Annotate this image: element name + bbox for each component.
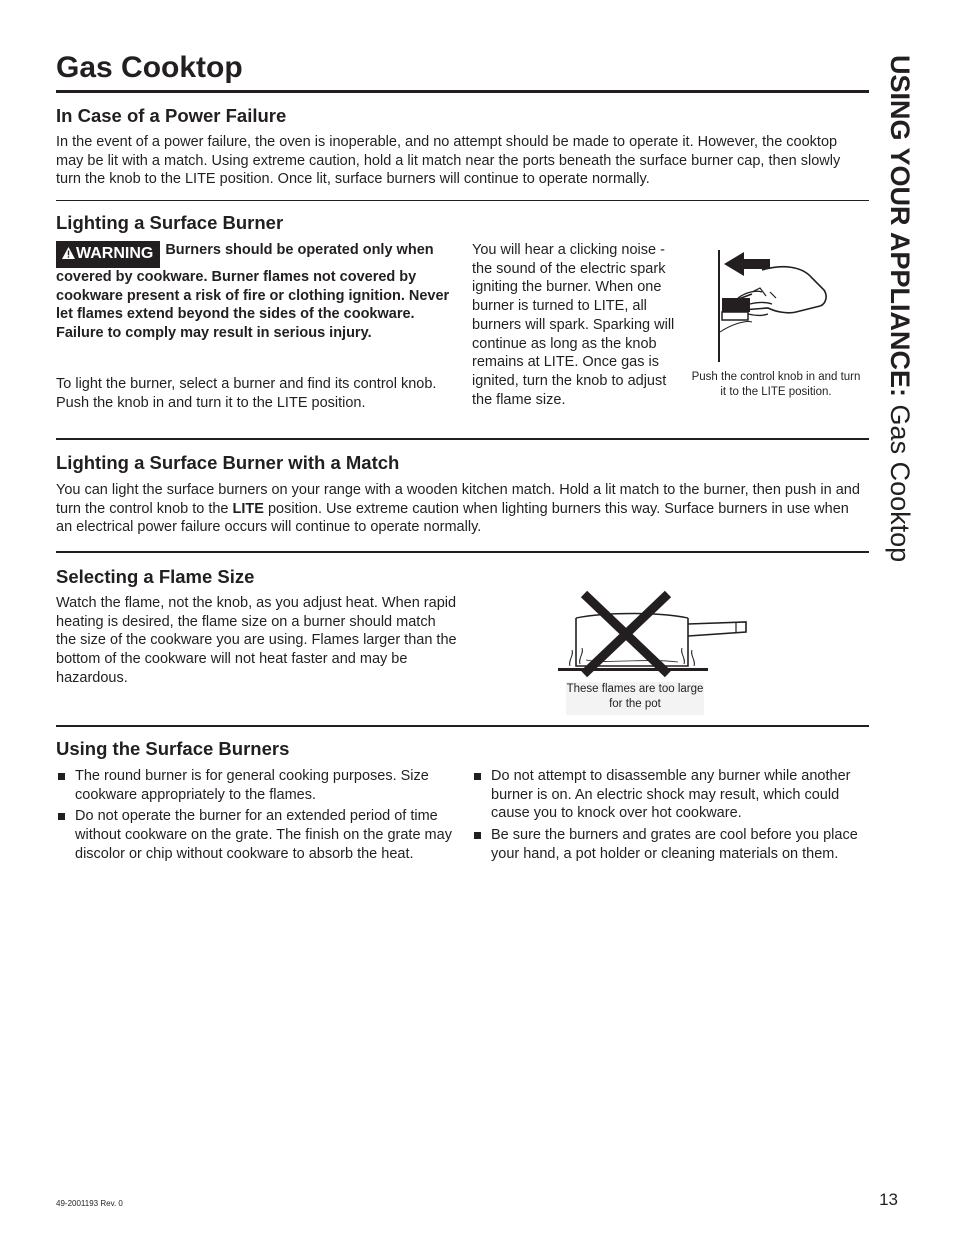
pot-flames-illustration	[556, 588, 752, 682]
warning-triangle-icon	[62, 247, 75, 259]
flame-size-text: Watch the flame, not the knob, as you adjust heat. When rapid heating is desired, the flame size on a burner should match the size of the cookware you are using. Flames larger than the bottom of the cookware will not heat faster and may be hazardous.	[56, 595, 457, 686]
using-list-left	[56, 767, 454, 867]
side-tab-label	[884, 55, 916, 562]
warning-label: WARNING	[76, 245, 154, 262]
power-failure-heading: In Case of a Power Failure	[56, 105, 287, 126]
title-rule	[56, 90, 869, 93]
match-text-bold: LITE	[232, 500, 264, 517]
page-number: 13	[879, 1190, 898, 1209]
push-knob-illustration	[712, 246, 842, 368]
list-item: Do not attempt to disassemble any burner while another burner is on. An electric shock may result, which could cause you to knock over hot cookware.	[472, 767, 870, 823]
knob-figure-caption: Push the control knob in and turn it to the LITE position.	[691, 371, 861, 398]
list-item: The round burner is for general cooking purposes. Size cookware appropriately to the flames.	[56, 767, 454, 804]
power-failure-text: In the event of a power failure, the oven is inoperable, and no attempt should be made to operate it. However, the cooktop may be lit with a match. Using extreme caution, hold a lit match near the ports beneath the surface burner cap, then slowly turn the knob to the LITE position. Once lit, surface burners will continue to operate normally.	[56, 134, 841, 188]
page-title: Gas Cooktop	[56, 51, 243, 84]
section-divider	[56, 551, 869, 553]
warning-text	[56, 241, 454, 343]
lighting-instructions: To light the burner, select a burner and find its control knob. Push the knob in and turn it to the LITE position.	[56, 376, 437, 411]
match-text	[56, 481, 862, 537]
section-divider	[56, 725, 869, 727]
match-text-pre: You can light the surface burners on your range with a wooden kitchen match. Hold a lit match to the burner, then push in and turn the control knob to the	[56, 482, 860, 517]
using-heading: Using the Surface Burners	[56, 738, 290, 759]
warning-body: Burners should be operated only when covered by cookware. Burner flames not covered by cookware present a risk of fire or clothing ignition. Never let flames extend beyond the sides of the cookware. Failure to comply may result in serious injury.	[56, 242, 450, 342]
section-divider	[56, 438, 869, 440]
warning-badge	[56, 241, 160, 268]
match-text-post: position. Use extreme caution when lighting burners this way. Surface burners in use when an electrical power failure occurs will continue to operate normally.	[56, 500, 849, 536]
pot-figure-caption: These flames are too large for the pot	[566, 682, 704, 715]
side-tab	[868, 55, 932, 655]
section-divider	[56, 200, 869, 201]
lighting-heading: Lighting a Surface Burner	[56, 212, 284, 233]
list-item: Do not operate the burner for an extended period of time without cookware on the grate. The finish on the grate may discolor or chip without cookware to absorb the heat.	[56, 807, 454, 863]
using-list-right	[472, 767, 870, 867]
document-code: 49-2001193 Rev. 0	[56, 1199, 123, 1208]
list-item: Be sure the burners and grates are cool before you place your hand, a pot holder or cleaning materials on them.	[472, 826, 870, 863]
clicking-text: You will hear a clicking noise - the sound of the electric spark igniting the burner. When one burner is turned to LITE, all burners will spark. Sparking will continue as long as the knob remains at LITE. Once gas is ignited, turn the knob to adjust the flame size.	[472, 242, 675, 408]
side-tab-light: Gas Cooktop	[885, 397, 915, 563]
flame-size-heading: Selecting a Flame Size	[56, 566, 255, 587]
match-heading: Lighting a Surface Burner with a Match	[56, 452, 400, 473]
warning-block	[56, 241, 454, 343]
side-tab-bold: USING YOUR APPLIANCE:	[885, 55, 915, 398]
